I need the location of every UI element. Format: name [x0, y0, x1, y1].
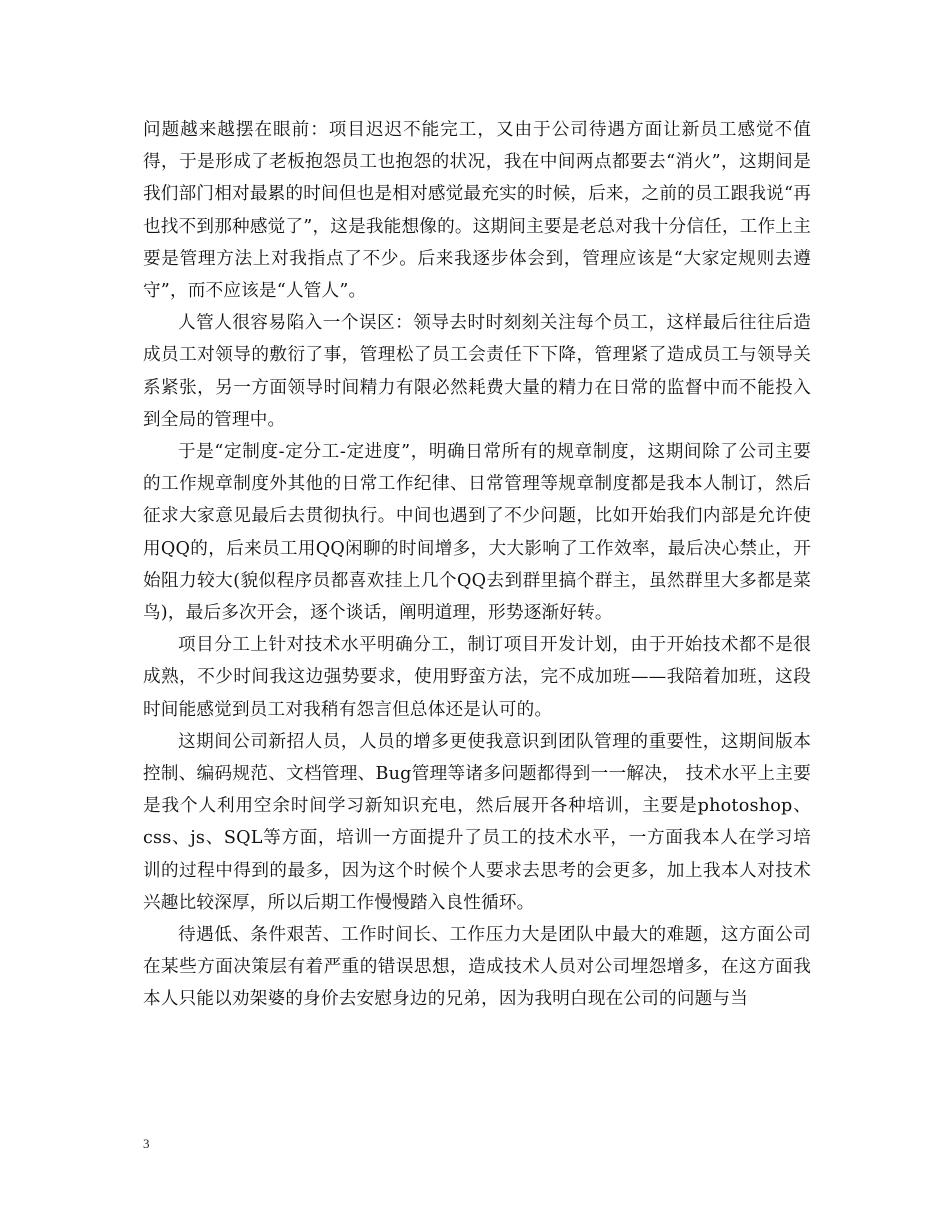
- paragraph-6: 待遇低、条件艰苦、工作时间长、工作压力大是团队中最大的难题，这方面公司在某些方面决策层有着严重的错误思想，造成技术人员对公司埋怨增多，在这方面我本人只能以劝架婆的身价去安慰身边的兄弟，因为我明白现在公司的问题与当: [143, 925, 811, 1010]
- paragraph-3: 于是“定制度-定分工-定进度”，明确日常所有的规章制度，这期间除了公司主要的工作规章制度外其他的日常工作纪律、日常管理等规章制度都是我本人制订，然后征求大家意见最后去贯彻执行。中间也遇到了不少问题，比如开始我们内部是允许使用QQ的，后来员工用QQ闲聊的时间增多，大大影响了工作效率，最后决心禁止，开始阻力较大(貌似程序员都喜欢挂上几个QQ去到群里搞个群主，虽然群里大多都是菜鸟)，最后多次开会，逐个谈话，阐明道理，形势逐渐好转。: [143, 442, 811, 624]
- document-body: [143, 114, 811, 1016]
- paragraph-2: 人管人很容易陷入一个误区：领导去时时刻刻关注每个员工，这样最后往往后造成员工对领导的敷衍了事，管理松了员工会责任下下降，管理紧了造成员工与领导关系紧张，另一方面领导时间精力有限必然耗费大量的精力在日常的监督中而不能投入到全局的管理中。: [143, 313, 811, 430]
- paragraph-5: 这期间公司新招人员，人员的增多更使我意识到团队管理的重要性，这期间版本控制、编码规范、文档管理、Bug管理等诸多问题都得到一一解决， 技术水平上主要是我个人利用空余时间学习新知识充电，然后展开各种培训，主要是photoshop、css、js、SQL等方面，培训一方面提升了员工的技术水平，一方面我本人在学习培训的过程中得到的最多，因为这个时候个人要求去思考的会更多，加上我本人对技术兴趣比较深厚，所以后期工作慢慢踏入良性循环。: [143, 731, 811, 913]
- page-number: 3: [143, 1136, 150, 1151]
- paragraph-4: 项目分工上针对技术水平明确分工，制订项目开发计划，由于开始技术都不是很成熟，不少时间我这边强势要求，使用野蛮方法，完不成加班——我陪着加班，这段时间能感觉到员工对我稍有怨言但总体还是认可的。: [143, 635, 811, 720]
- paragraph-1: 问题越来越摆在眼前：项目迟迟不能完工，又由于公司待遇方面让新员工感觉不值得，于是形成了老板抱怨员工也抱怨的状况，我在中间两点都要去“消火”，这期间是我们部门相对最累的时间但也是相对感觉最充实的时候，后来，之前的员工跟我说“再也找不到那种感觉了”，这是我能想像的。这期间主要是老总对我十分信任，工作上主要是管理方法上对我指点了不少。后来我逐步体会到，管理应该是“大家定规则去遵守”，而不应该是“人管人”。: [143, 120, 811, 302]
